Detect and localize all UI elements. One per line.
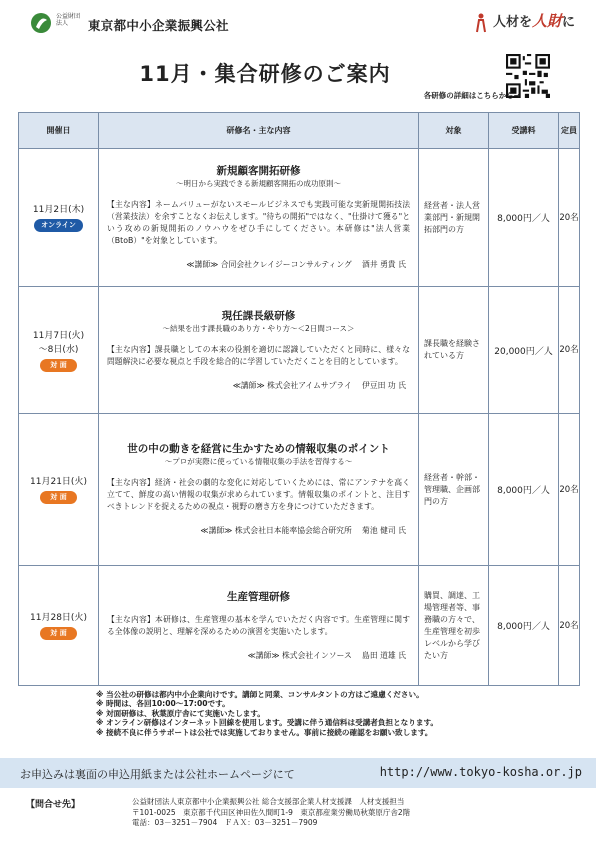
table-row bbox=[19, 414, 580, 566]
course-title[interactable]: 生産管理研修 bbox=[227, 590, 290, 603]
org-prefix: 公益財団法人 bbox=[56, 13, 81, 27]
row-capacity: 20名 bbox=[559, 149, 580, 287]
contact-address: 〒101-0025 東京都千代田区神田佐久間町1-9 東京都産業労働局秋葉原庁舎2階 bbox=[132, 807, 411, 817]
format-badge-in-person: 対 面 bbox=[40, 491, 76, 504]
slogan-accent: 人財 bbox=[531, 12, 562, 30]
row-capacity: 20名 bbox=[559, 414, 580, 566]
note-item: ※ 当公社の研修は都内中小企業向けです。講師と同業、コンサルタントの方はご遠慮ください。 bbox=[96, 690, 424, 699]
row-date-cell bbox=[19, 414, 99, 566]
header-target: 対象 bbox=[419, 113, 489, 149]
row-date: 11月28日(火) bbox=[30, 613, 87, 623]
course-instructor: ≪講師≫ 株式会社アイムサプライ 伊豆田 功 氏 bbox=[232, 380, 406, 390]
table-header-row bbox=[19, 113, 580, 149]
qr-note: 各研修の詳細はこちらから→ bbox=[423, 91, 520, 100]
course-subtitle: ～プロが実際に使っている情報収集の手法を習得する～ bbox=[164, 457, 353, 466]
header-capacity: 定員 bbox=[559, 113, 580, 149]
page-title: 11月・集合研修のご案内 bbox=[139, 62, 391, 86]
apply-text: お申込みは裏面の申込用紙または公社ホームページにて bbox=[20, 768, 295, 781]
row-fee: 8,000円／人 bbox=[489, 566, 559, 686]
format-badge-in-person: 対 面 bbox=[40, 627, 76, 640]
row-target: 課長職を経験されている方 bbox=[419, 287, 489, 414]
header-fee: 受講料 bbox=[489, 113, 559, 149]
row-date-end: ～8日(水) bbox=[38, 344, 79, 355]
course-subtitle: ～明日から実践できる新規顧客開拓の成功原則～ bbox=[176, 179, 341, 188]
note-item: ※ 接続不良に伴うサポートは公社では実施しておりません。事前に接続の確認をお願い致します。 bbox=[96, 727, 433, 737]
org-name: 東京都中小企業振興公社 bbox=[88, 18, 229, 33]
course-instructor: ≪講師≫ 株式会社インソース 島田 道雄 氏 bbox=[247, 650, 406, 660]
table-row bbox=[19, 149, 580, 287]
format-badge-online: オンライン bbox=[34, 219, 83, 232]
slogan-post: に bbox=[561, 15, 575, 30]
apply-url-link[interactable]: http://www.tokyo-kosha.or.jp bbox=[379, 765, 582, 779]
contact-org: 公益財団法人東京都中小企業振興公社 総合支援部企業人材支援課 人材支援担当 bbox=[132, 797, 405, 806]
contact-phone-fax: 電話：03－3251－7904 ＦＡＸ：03－3251－7909 bbox=[132, 818, 318, 827]
row-content-cell bbox=[99, 566, 419, 686]
row-target: 経営者・幹部・管理職、企画部門の方 bbox=[419, 414, 489, 566]
course-instructor: ≪講師≫ 株式会社日本能率協会総合研究所 菊池 健司 氏 bbox=[200, 526, 406, 535]
course-table bbox=[18, 112, 580, 686]
row-date: 11月21日(火) bbox=[30, 477, 87, 487]
course-title[interactable]: 新規顧客開拓研修 bbox=[216, 165, 301, 177]
course-description: 【主な内容】経済・社会の劇的な変化に対応していくためには、常にアンテナを高く立てて、鮮度の高い情報の収集が求められています。情報収集のポイントと、注目すべきトレンドを捉えるための視点・視野の磨き方を身につけていただきます。 bbox=[107, 478, 410, 511]
row-content-cell bbox=[99, 287, 419, 414]
page-header bbox=[30, 8, 575, 36]
slogan-logo bbox=[474, 10, 575, 33]
note-item: ※ 時間は、各回10:00～17:00です。 bbox=[96, 699, 230, 709]
course-description: 【主な内容】本研修は、生産管理の基本を学んでいただく内容です。生産管理に関する全体像の説明と、理解を深めるための演習を実施いたします。 bbox=[107, 614, 410, 636]
notes-list bbox=[96, 690, 576, 737]
contact-label: 【問合せ先】 bbox=[26, 800, 81, 810]
course-subtitle: ～結果を出す課長職のあり方・やり方～＜2日間コース＞ bbox=[162, 323, 355, 333]
note-item: ※ 対面研修は、秋葉原庁舎にて実施いたします。 bbox=[96, 708, 265, 718]
course-title[interactable]: 現任課長級研修 bbox=[221, 309, 296, 322]
row-date: 11月7日(火) bbox=[32, 330, 85, 341]
row-date: 11月2日(木) bbox=[32, 205, 85, 215]
row-capacity: 20名 bbox=[559, 287, 580, 414]
row-content-cell bbox=[99, 149, 419, 287]
header-name: 研修名・主な内容 bbox=[99, 113, 419, 149]
contact-block bbox=[132, 797, 582, 829]
table-row bbox=[19, 287, 580, 414]
people-figures-icon bbox=[474, 13, 488, 33]
slogan-pre: 人材を bbox=[492, 15, 532, 30]
row-date-cell bbox=[19, 287, 99, 414]
row-fee: 8,000円／人 bbox=[489, 414, 559, 566]
row-target: 経営者・法人営業部門・新規開拓部門の方 bbox=[419, 149, 489, 287]
row-fee: 20,000円／人 bbox=[489, 287, 559, 414]
row-content-cell bbox=[99, 414, 419, 566]
row-date-cell bbox=[19, 149, 99, 287]
row-date-cell bbox=[19, 566, 99, 686]
course-title[interactable]: 世の中の動きを経営に生かすための情報収集のポイント bbox=[127, 443, 390, 455]
apply-banner bbox=[0, 758, 596, 788]
note-item: ※ オンライン研修はインターネット回線を使用します。受講に伴う通信料は受講者負担となります。 bbox=[96, 718, 439, 728]
format-badge-in-person: 対 面 bbox=[40, 359, 76, 372]
row-fee: 8,000円／人 bbox=[489, 149, 559, 287]
course-description: 【主な内容】課長職としての本来の役割を適切に認識していただくと同時に、様々な問題解決に必要な視点と手段を総合的に学習していただくことを目的としています。 bbox=[107, 344, 410, 366]
course-description: 【主な内容】ネームバリューがないスモールビジネスでも実践可能な実新規開拓技法（営業技法）を余すことなくお伝えします。"待ちの開拓"ではなく、"仕掛けて獲る"という攻めの新規開拓のノウハウをぜひ手にしてください。本研修は"法人営業（BtoB）"を対象としています。 bbox=[107, 200, 410, 245]
table-row bbox=[19, 566, 580, 686]
title-row bbox=[20, 50, 580, 108]
row-target: 購買、調達、工場管理者等、事務職の方々で、生産管理を初歩レベルから学びたい方 bbox=[419, 566, 489, 686]
course-instructor: ≪講師≫ 合同会社クレイジーコンサルティング 酒井 勇貴 氏 bbox=[186, 260, 406, 269]
kosha-logo-icon bbox=[30, 12, 52, 34]
header-date: 開催日 bbox=[19, 113, 99, 149]
row-capacity: 20名 bbox=[559, 566, 580, 686]
